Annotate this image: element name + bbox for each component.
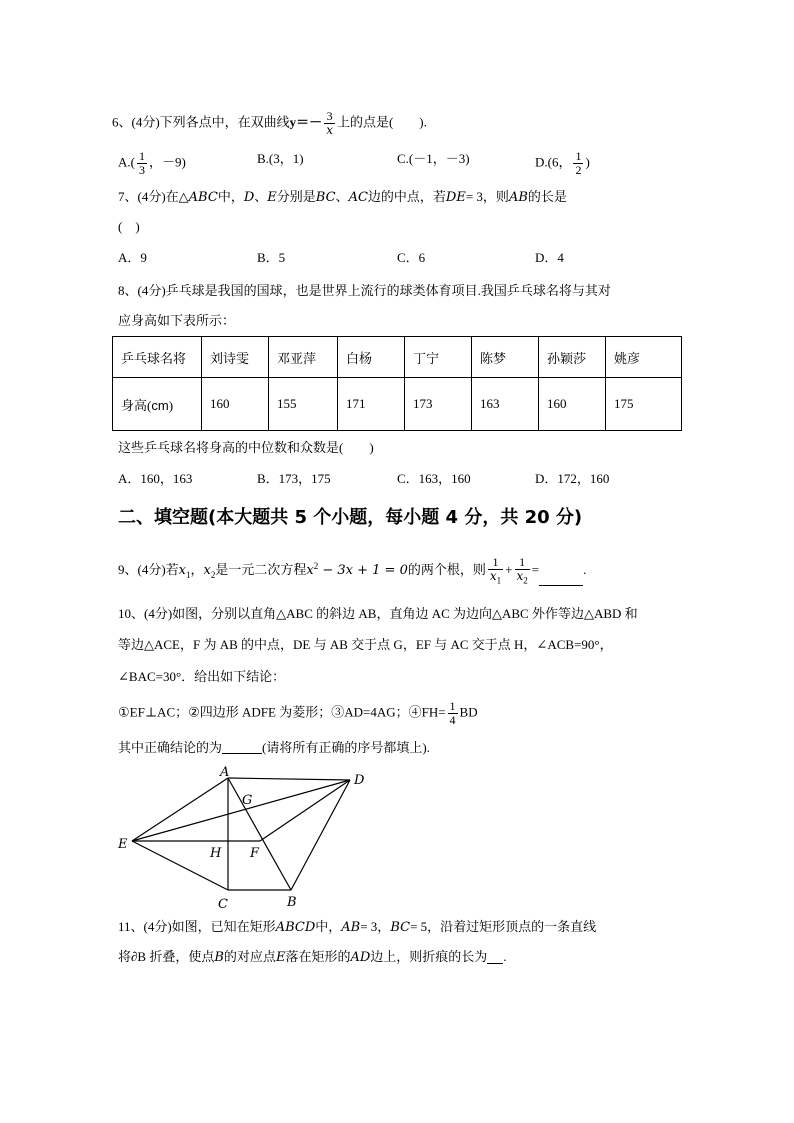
question-11-line-2: 将∂B 折叠，使点B的对应点E落在矩形的AD边上，则折痕的长为 . bbox=[118, 949, 507, 965]
table-row bbox=[113, 378, 682, 431]
question-11-line-1: 11、(4分)如图，已知在矩形ABCD中，AB= 3，BC= 5，沿着过矩形顶点的一条直线 bbox=[118, 919, 597, 935]
table-cell: 白杨 bbox=[338, 337, 405, 378]
segment-ad bbox=[228, 778, 350, 780]
q8-option-a: A．160，163 bbox=[118, 471, 193, 486]
q6-option-d: D.(6， $\frac{1}{2}$ ) bbox=[535, 149, 590, 178]
label-g: G bbox=[242, 793, 253, 808]
geometry-figure bbox=[112, 762, 382, 912]
label-c: C bbox=[218, 897, 228, 912]
section-title: 二、填空题(本大题共 5 个小题，每小题 4 分，共 20 分) bbox=[118, 507, 583, 528]
q7-paren: ( ) bbox=[118, 219, 140, 234]
question-6: 6、(4分)下列各点中，在双曲线y＝－ $\frac{3}{x}$ 上的点是( ). bbox=[112, 109, 427, 138]
label-e: E bbox=[118, 837, 128, 852]
question-10-line-2: 等边△ACE，F 为 AB 的中点，DE 与 AB 交于点 G，EF 与 AC 交于点 H，∠ACB=90°， bbox=[118, 637, 613, 652]
label-b: B bbox=[287, 895, 297, 910]
segment-ea bbox=[132, 778, 228, 841]
q7-option-b: B．5 bbox=[257, 250, 286, 265]
answer-blank[interactable] bbox=[222, 753, 262, 754]
question-9: 9、(4分)若$x_1$，$x_2$是一元二次方程$x^2 - 3x + 1 = 0$的两个根，则 $\frac{1}{x_1}$ + $\frac{1}{x_2}$ = . bbox=[118, 555, 587, 586]
segment-db bbox=[291, 780, 350, 890]
question-8-line-1: 8、(4分)乒乓球是我国的国球，也是世界上流行的球类体育项目.我国乒乓球名将与其对 bbox=[118, 283, 611, 298]
height-table bbox=[112, 336, 682, 431]
table-cell: 171 bbox=[338, 378, 405, 431]
label-a: A bbox=[220, 765, 230, 780]
fraction: $\frac{3}{x}$ bbox=[326, 109, 333, 138]
table-header-row bbox=[113, 337, 682, 378]
segment-ab bbox=[228, 778, 291, 890]
question-10-line-5: 其中正确结论的为 (请将所有正确的序号都填上). bbox=[118, 740, 430, 755]
question-7: 7、(4分)在△ABC中，D、E分别是BC、AC边的中点，若DE= 3，则AB的长是 bbox=[118, 189, 567, 205]
table-cell-label: 身高(cm) bbox=[113, 378, 202, 431]
table-cell: 姚彦 bbox=[606, 337, 682, 378]
label-h: H bbox=[210, 846, 222, 861]
table-cell: 丁宁 bbox=[405, 337, 472, 378]
table-cell: 乒乓球名将 bbox=[113, 337, 202, 378]
q8-option-c: C．163，160 bbox=[397, 471, 471, 486]
question-10-line-3: ∠BAC=30°．给出如下结论： bbox=[118, 669, 286, 684]
table-cell: 173 bbox=[405, 378, 472, 431]
table-cell: 陈梦 bbox=[472, 337, 539, 378]
q6-option-c: C.(－1，－3) bbox=[397, 151, 470, 166]
table-cell: 175 bbox=[606, 378, 682, 431]
table-cell: 155 bbox=[269, 378, 338, 431]
label-d: D bbox=[354, 773, 365, 788]
q8-option-d: D．172，160 bbox=[535, 471, 610, 486]
answer-blank[interactable] bbox=[487, 963, 503, 964]
answer-blank[interactable] bbox=[539, 585, 583, 586]
question-8-prompt: 这些乒乓球名将身高的中位数和众数是( ) bbox=[118, 440, 374, 455]
q6-option-b: B.(3，1) bbox=[257, 151, 304, 166]
table-cell: 160 bbox=[539, 378, 606, 431]
question-10-line-4: ①EF⊥AC；②四边形 ADFE 为菱形；③AD=4AG；④FH= $\frac{1}{4}$ BD bbox=[118, 699, 478, 728]
q7-option-c: C．6 bbox=[397, 250, 426, 265]
q6-option-a: A.( $\frac{1}{3}$ ，－9) bbox=[118, 149, 186, 178]
q7-option-a: A．9 bbox=[118, 250, 147, 265]
table-cell: 刘诗雯 bbox=[202, 337, 269, 378]
table-cell: 邓亚萍 bbox=[269, 337, 338, 378]
q7-option-d: D．4 bbox=[535, 250, 564, 265]
q8-option-b: B．173，175 bbox=[257, 471, 331, 486]
segment-fd bbox=[260, 780, 350, 841]
question-8-line-2: 应身高如下表所示： bbox=[118, 313, 236, 328]
segment-ed bbox=[132, 780, 350, 841]
label-f: F bbox=[250, 846, 260, 861]
table-cell: 163 bbox=[472, 378, 539, 431]
table-cell: 160 bbox=[202, 378, 269, 431]
question-10-line-1: 10、(4分)如图，分别以直角△ABC 的斜边 AB，直角边 AC 为边向△ABC 外作等边△ABD 和 bbox=[118, 606, 638, 621]
table-cell: 孙颖莎 bbox=[539, 337, 606, 378]
